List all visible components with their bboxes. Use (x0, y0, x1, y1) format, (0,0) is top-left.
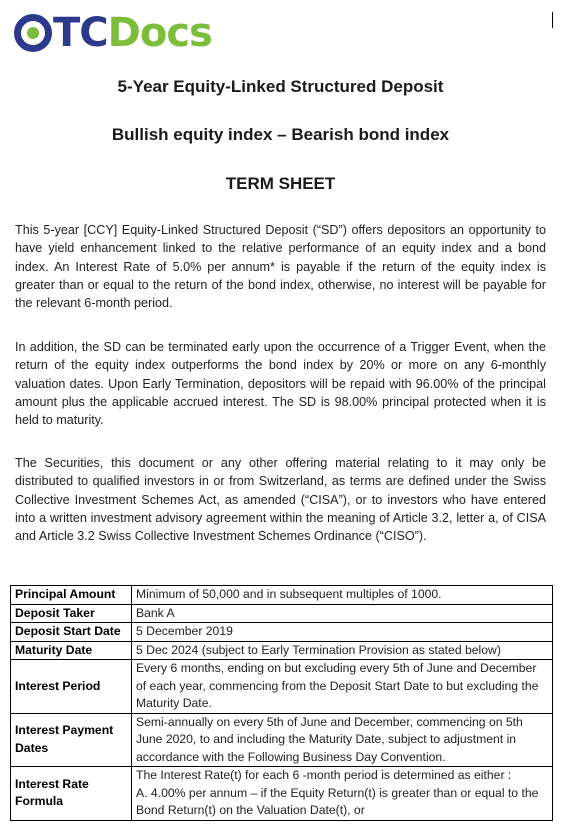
terms-table (10, 585, 553, 821)
distribution-restriction-paragraph: The Securities, this document or any other offering material relating to it may only be distributed to qualified investors in or from Switzerland, as terms are defined under the Swiss Collective Investment Schemes Act, as amended (“CISA”), or to investors who have entered into a written investment advisory agreement within the meaning of Article 3.2, letter a, of CISA and Article 3.2 Swiss Collective Investment Schemes Ordinance (“CISO”). (15, 456, 546, 544)
row-value: 5 December 2019 (132, 623, 553, 642)
intro-paragraph: This 5-year [CCY] Equity-Linked Structured Deposit (“SD”) offers depositors an opportunity to have yield enhancement linked to the relative performance of an equity index and a bond index. An Interest Rate of 5.0% per annum* is payable if the return of the equity index is greater than or equal to the return of the bond index, otherwise, no interest will be payable for the relevant 6-month period. (15, 223, 546, 311)
document-subtitle: Bullish equity index – Bearish bond index (111, 125, 450, 144)
table-row (11, 767, 553, 821)
early-termination-paragraph: In addition, the SD can be terminated early upon the occurrence of a Trigger Event, when the return of the equity index outperforms the bond index by 20% or more on any 6-monthly valuation dates. Upon Early Termination, depositors will be repaid with 96.00% of the principal amount plus the applicable accrued interest. The SD is 98.00% principal protected when it is held to maturity. (15, 340, 546, 428)
logo-o-mark (14, 14, 52, 52)
table-row (11, 641, 553, 660)
row-label: Maturity Date (11, 641, 132, 660)
row-value-line: The Interest Rate(t) for each 6 -month period is determined as either : (136, 768, 512, 782)
row-value: Every 6 months, ending on but excluding every 5th of June and December of each year, commencing from the Deposit Start Date to but excluding the Maturity Date. (132, 660, 553, 714)
logo-text-tc: TC (53, 10, 108, 56)
otcdocs-logo (14, 10, 212, 56)
logo-text-docs: Docs (107, 10, 212, 56)
table-row (11, 586, 553, 605)
row-value: Semi-annually on every 5th of June and December, commencing on 5th June 2020, to and including the Maturity Date, subject to adjustment in accordance with the Following Business Day Convention. (132, 713, 553, 767)
row-label: Principal Amount (11, 586, 132, 605)
logo-dot (27, 27, 39, 39)
row-label: Deposit Taker (11, 604, 132, 623)
row-value-line: A. 4.00% per annum – if the Equity Return(t) is greater than or equal to the Bond Return(t) on the Valuation Date(t), or (136, 785, 539, 817)
row-value: Bank A (132, 604, 553, 623)
row-value: Minimum of 50,000 and in subsequent multiples of 1000. (132, 586, 553, 605)
row-value: 5 Dec 2024 (subject to Early Termination Provision as stated below) (132, 641, 553, 660)
table-row (11, 623, 553, 642)
table-row (11, 713, 553, 767)
table-row (11, 604, 553, 623)
term-sheet-heading: TERM SHEET (225, 174, 336, 193)
row-label: Interest Period (11, 660, 132, 714)
document-title: 5-Year Equity-Linked Structured Deposit (117, 77, 444, 96)
row-label: Interest Payment Dates (11, 713, 132, 767)
row-label: Interest Rate Formula (11, 767, 132, 821)
row-label: Deposit Start Date (11, 623, 132, 642)
text-cursor (552, 12, 553, 28)
row-value (132, 767, 553, 821)
table-row (11, 660, 553, 714)
